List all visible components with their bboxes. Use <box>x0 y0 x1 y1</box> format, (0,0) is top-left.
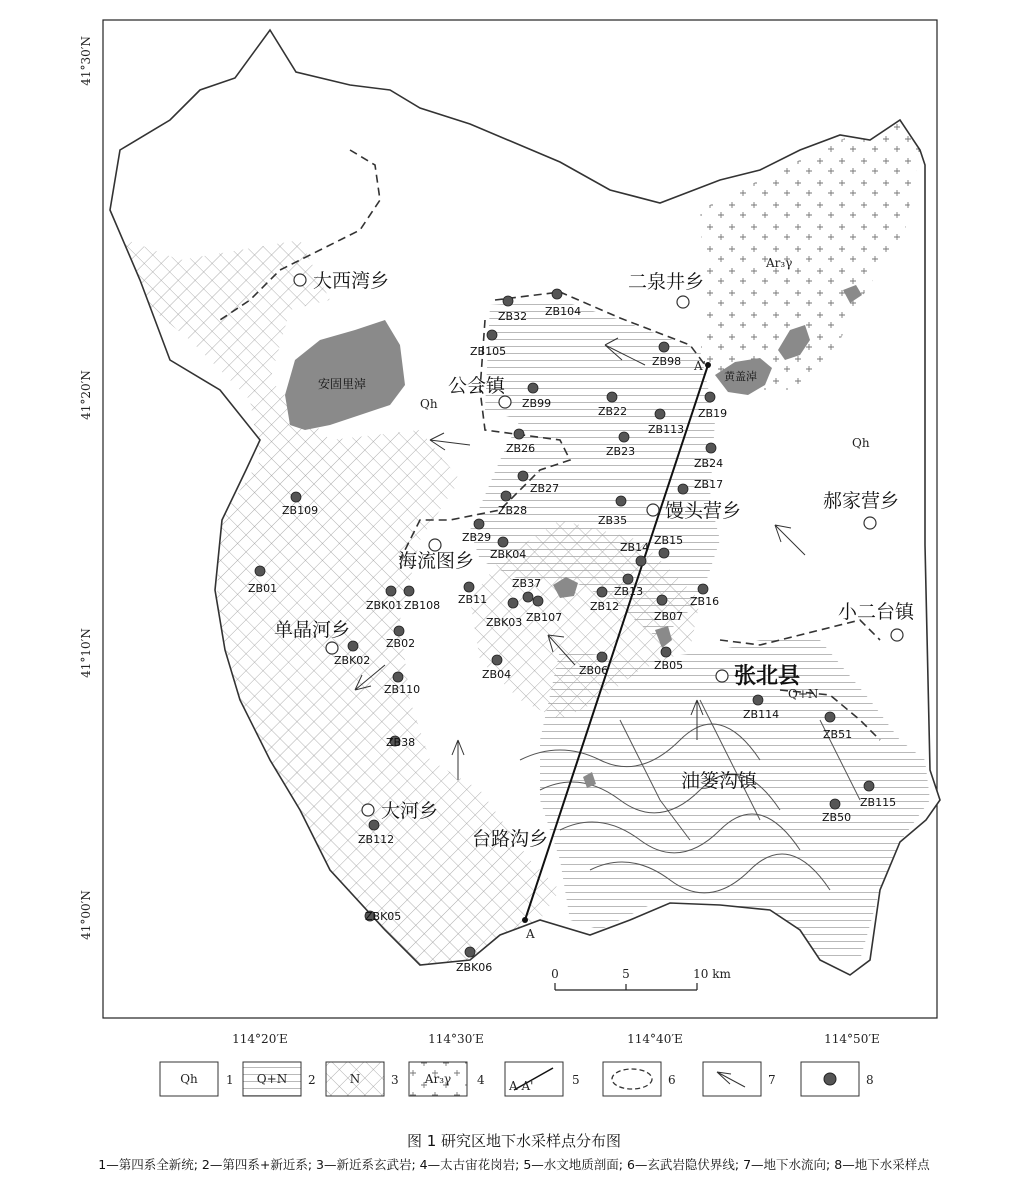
sample-point-zb17 <box>678 484 688 494</box>
sample-label-zb05: ZB05 <box>654 659 684 672</box>
lat-label-00: 41°00′N <box>79 890 93 940</box>
town-label-dahe: 大河乡 <box>381 800 439 822</box>
legend-number-1: 1 <box>226 1073 234 1087</box>
sample-point-zb113 <box>655 409 665 419</box>
sample-label-zb14: ZB14 <box>620 541 650 554</box>
legend-number-8: 8 <box>866 1073 874 1087</box>
town-marker-mantouying <box>647 504 659 516</box>
scale-label-0: 0 <box>551 967 559 981</box>
sample-label-zbk06: ZBK06 <box>456 961 493 974</box>
sample-point-zbk03 <box>508 598 518 608</box>
sample-point-zbk06 <box>465 947 475 957</box>
sample-label-zb112: ZB112 <box>358 833 395 846</box>
sample-point-zb28 <box>501 491 511 501</box>
sample-point-zb02 <box>394 626 404 636</box>
sample-label-zb32: ZB32 <box>498 310 528 323</box>
sample-point-zb26 <box>514 429 524 439</box>
sample-point-zb01 <box>255 566 265 576</box>
sample-label-zb50: ZB50 <box>822 811 852 824</box>
sample-label-zb16: ZB16 <box>690 595 720 608</box>
legend-number-3: 3 <box>391 1073 399 1087</box>
unit-label-qh-1: Qh <box>420 397 438 411</box>
lat-label-top: 41°30′N <box>79 36 93 86</box>
sample-label-zb06: ZB06 <box>579 664 609 677</box>
figure-caption-legend: 1—第四系全新统; 2—第四系+新近系; 3—新近系玄武岩; 4—太古宙花岗岩; 5—水文地质剖面; 6—玄武岩隐伏界线; 7—地下水流向; 8—地下水采样点 <box>98 1157 930 1172</box>
town-marker-daxiwan <box>294 274 306 286</box>
sample-point-zb13 <box>623 574 633 584</box>
sample-label-zb104: ZB104 <box>545 305 582 318</box>
lon-label-40: 114°40′E <box>627 1032 683 1046</box>
legend-number-5: 5 <box>572 1073 580 1087</box>
legend-number-4: 4 <box>477 1073 485 1087</box>
profile-endpoint-a <box>522 917 528 923</box>
legend-box-flow <box>703 1062 761 1096</box>
sample-point-zb112 <box>369 820 379 830</box>
legend-symbol-qn: Q+N <box>256 1072 288 1086</box>
town-label-danjinghe: 单晶河乡 <box>274 619 351 641</box>
sample-point-zb14 <box>636 556 646 566</box>
sample-label-zb51: ZB51 <box>823 728 853 741</box>
legend-number-2: 2 <box>308 1073 316 1087</box>
sample-label-zb28: ZB28 <box>498 504 528 517</box>
sample-label-zb109: ZB109 <box>282 504 319 517</box>
town-label-tailugou: 台路沟乡 <box>472 828 549 850</box>
town-marker-danjinghe <box>326 642 338 654</box>
sample-point-zb19 <box>705 392 715 402</box>
sample-point-zb99 <box>528 383 538 393</box>
sample-point-zb105 <box>487 330 497 340</box>
sample-point-zb15 <box>659 548 669 558</box>
sample-point-zb12 <box>597 587 607 597</box>
sample-label-zb108: ZB108 <box>404 599 441 612</box>
town-marker-zhangbei <box>716 670 728 682</box>
sample-label-zbk03: ZBK03 <box>486 616 523 629</box>
sample-label-zb24: ZB24 <box>694 457 724 470</box>
legend <box>160 1062 874 1096</box>
scale-label-10: 10 km <box>693 967 731 981</box>
unit-label-qn: Q+N <box>788 687 819 701</box>
unit-label-granite: Ar₃γ <box>766 256 793 270</box>
sample-label-zb12: ZB12 <box>590 600 620 613</box>
lake-label-anguli: 安固里淖 <box>318 377 367 391</box>
legend-symbol-qh: Qh <box>180 1072 198 1086</box>
sample-point-zb07 <box>657 595 667 605</box>
sample-point-zb27 <box>518 471 528 481</box>
town-label-mantouying: 馒头营乡 <box>665 500 742 522</box>
sample-point-zb107 <box>533 596 543 606</box>
lake-label-huanggai: 黄盖淖 <box>724 370 757 383</box>
sample-label-zbk02: ZBK02 <box>334 654 371 667</box>
legend-number-6: 6 <box>668 1073 676 1087</box>
town-label-youlougou: 油篓沟镇 <box>681 770 758 792</box>
sample-label-zb23: ZB23 <box>606 445 636 458</box>
lon-label-30: 114°30′E <box>428 1032 484 1046</box>
sample-label-zb114: ZB114 <box>743 708 780 721</box>
sample-label-zb110: ZB110 <box>384 683 421 696</box>
sample-label-zb98: ZB98 <box>652 355 682 368</box>
town-marker-xiaoertai <box>891 629 903 641</box>
sample-label-zb113: ZB113 <box>648 423 685 436</box>
sample-point-zb29 <box>474 519 484 529</box>
town-marker-haojiaying <box>864 517 876 529</box>
sample-label-zb115: ZB115 <box>860 796 897 809</box>
sample-point-zb16 <box>698 584 708 594</box>
sample-label-zb17: ZB17 <box>694 478 724 491</box>
latitude-labels <box>79 36 93 940</box>
sample-point-zb37 <box>523 592 533 602</box>
sample-point-zb11 <box>464 582 474 592</box>
sample-label-zb22: ZB22 <box>598 405 628 418</box>
town-marker-erquanjing <box>677 296 689 308</box>
lon-label-20: 114°20′E <box>232 1032 288 1046</box>
legend-symbol-granite: Ar₃γ <box>424 1072 452 1086</box>
town-label-daxiwan: 大西湾乡 <box>313 270 390 292</box>
profile-label-a: A <box>526 927 535 941</box>
sample-label-zb26: ZB26 <box>506 442 536 455</box>
sample-point-zb23 <box>619 432 629 442</box>
sample-label-zb99: ZB99 <box>522 397 552 410</box>
sample-point-zb22 <box>607 392 617 402</box>
sample-label-zb35: ZB35 <box>598 514 628 527</box>
sample-label-zb19: ZB19 <box>698 407 728 420</box>
sample-label-zb38: ZB38 <box>386 736 416 749</box>
sample-point-zb24 <box>706 443 716 453</box>
town-marker-gonghui <box>499 396 511 408</box>
sample-label-zb27: ZB27 <box>530 482 560 495</box>
sample-label-zb04: ZB04 <box>482 668 512 681</box>
sample-point-zbk01 <box>386 586 396 596</box>
sample-label-zb105: ZB105 <box>470 345 507 358</box>
sample-point-zbk04 <box>498 537 508 547</box>
town-label-zhangbei: 张北县 <box>734 664 801 689</box>
sample-point-zb05 <box>661 647 671 657</box>
sample-point-zb98 <box>659 342 669 352</box>
town-label-xiaoertai: 小二台镇 <box>838 601 915 623</box>
sample-label-zbk04: ZBK04 <box>490 548 527 561</box>
scale-bar <box>551 967 731 990</box>
sample-point-zb109 <box>291 492 301 502</box>
sample-label-zb107: ZB107 <box>526 611 563 624</box>
sample-point-zb110 <box>393 672 403 682</box>
town-label-haojiaying: 郝家营乡 <box>823 490 900 512</box>
sample-label-zb11: ZB11 <box>458 593 488 606</box>
lat-label-20: 41°20′N <box>79 370 93 420</box>
sample-point-zb50 <box>830 799 840 809</box>
sample-point-zb51 <box>825 712 835 722</box>
figure-caption-title: 图 1 研究区地下水采样点分布图 <box>406 1132 622 1150</box>
town-marker-dahe <box>362 804 374 816</box>
unit-label-qh-2: Qh <box>852 436 870 450</box>
legend-symbol-profile: A A' <box>509 1079 534 1093</box>
town-label-erquanjing: 二泉井乡 <box>628 271 705 293</box>
longitude-labels <box>232 1032 880 1046</box>
legend-sample-dot-icon <box>824 1073 836 1085</box>
sample-point-zb32 <box>503 296 513 306</box>
profile-label-a-prime: A' <box>694 359 706 373</box>
sample-label-zb02: ZB02 <box>386 637 416 650</box>
sample-point-zb06 <box>597 652 607 662</box>
sample-point-zb115 <box>864 781 874 791</box>
sample-point-zbk02 <box>348 641 358 651</box>
town-label-hailiutu: 海流图乡 <box>398 550 475 572</box>
sample-label-zb37: ZB37 <box>512 577 542 590</box>
lon-label-50: 114°50′E <box>824 1032 880 1046</box>
sample-point-zb04 <box>492 655 502 665</box>
legend-number-7: 7 <box>768 1073 776 1087</box>
sample-label-zb13: ZB13 <box>614 585 644 598</box>
sample-point-zb114 <box>753 695 763 705</box>
lat-label-10: 41°10′N <box>79 628 93 678</box>
sample-point-zb108 <box>404 586 414 596</box>
sample-label-zb29: ZB29 <box>462 531 492 544</box>
sample-label-zb07: ZB07 <box>654 610 684 623</box>
sample-label-zbk05: ZBK05 <box>365 910 402 923</box>
sample-label-zb01: ZB01 <box>248 582 278 595</box>
sample-label-zb15: ZB15 <box>654 534 684 547</box>
scale-label-5: 5 <box>622 967 630 981</box>
sample-label-zbk01: ZBK01 <box>366 599 403 612</box>
sample-point-zb35 <box>616 496 626 506</box>
legend-symbol-basalt: N <box>349 1072 361 1086</box>
sample-point-zb104 <box>552 289 562 299</box>
town-label-gonghui: 公会镇 <box>448 375 506 397</box>
